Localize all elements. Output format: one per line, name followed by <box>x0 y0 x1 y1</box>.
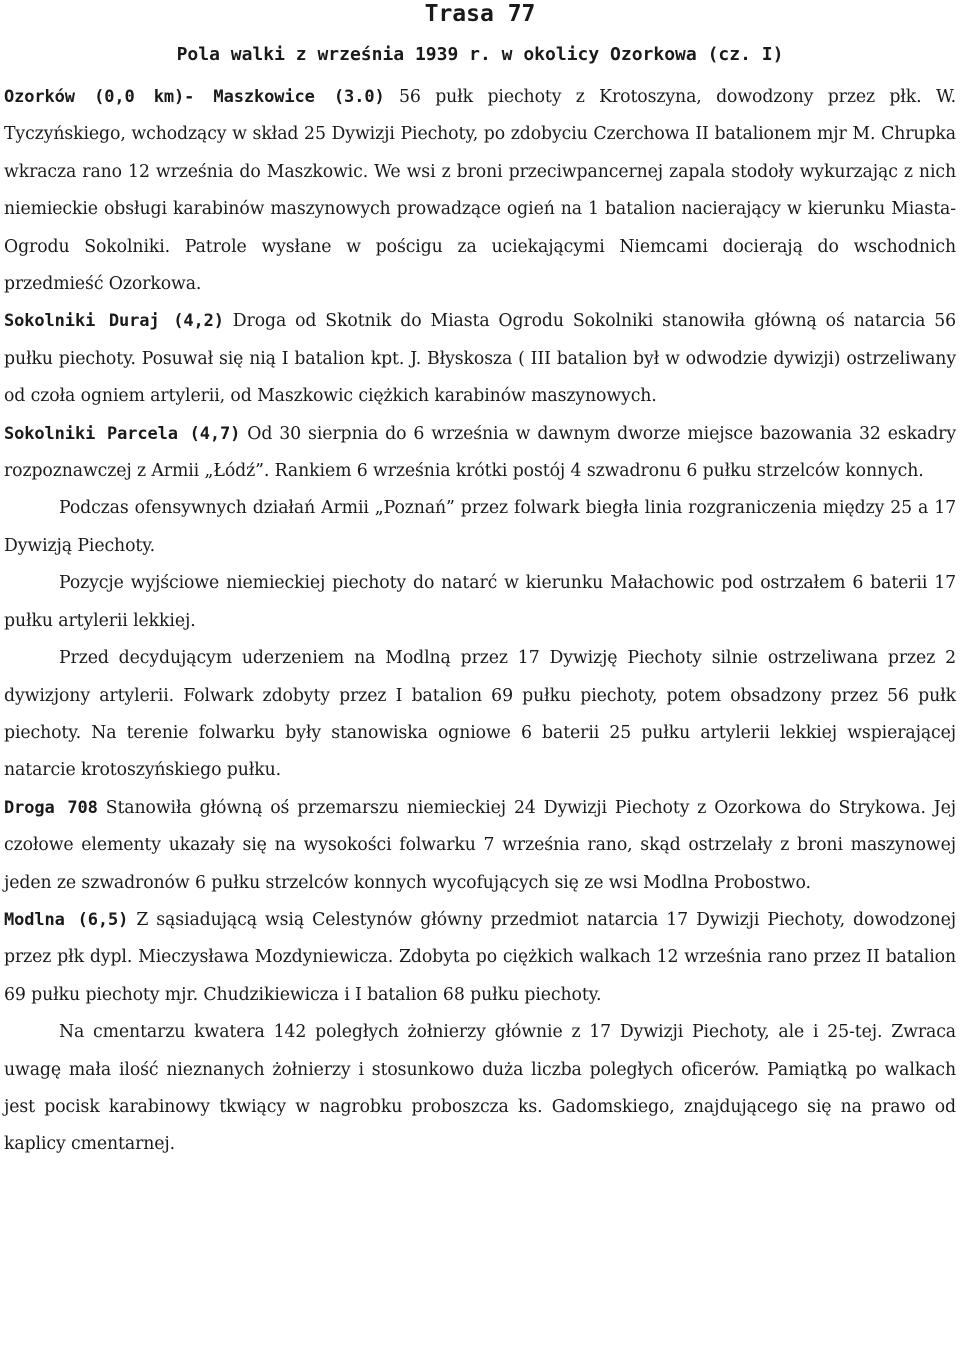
paragraph-cemetery <box>4 1014 956 1164</box>
paragraph-text: Podczas ofensywnych działań Armii „Poznań” przez folwark biegła linia rozgraniczenia między 25 a 17 Dywizją Piechoty. <box>4 498 956 556</box>
paragraph-text: Od 30 sierpnia do 6 września w dawnym dworze miejsce bazowania 32 eskadry rozpoznawczej z Armii „Łódź”. Rankiem 6 września krótki postój 4 szwadronu 6 pułku strzelców konnych. <box>4 423 956 482</box>
paragraph-ozorkow-maszkowice <box>4 79 956 303</box>
paragraph-lead: Sokolniki Parcela (4,7) <box>4 423 241 444</box>
document-subtitle: Pola walki z września 1939 r. w okolicy Ozorkowa (cz. I) <box>176 44 784 65</box>
paragraph-text: Z sąsiadującą wsią Celestynów główny przedmiot natarcia 17 Dywizji Piechoty, dowodzonej przez płk dypl. Mieczysława Mozdyniewicza. Zdobyta po ciężkich walkach 12 września rano przez II batalion 69 pułku piechoty mjr. Chudzikiewicza i I batalion 68 pułku piechoty. <box>4 909 956 1005</box>
paragraph-decisive-strike <box>4 640 956 790</box>
paragraph-sokolniki-duraj <box>4 303 956 415</box>
paragraph-lead: Ozorków (0,0 km)- Maszkowice (3.0) <box>4 87 385 107</box>
document-title: Trasa 77 <box>424 1 536 27</box>
paragraph-lead: Modlna (6,5) <box>4 909 129 930</box>
paragraph-poznan-army <box>4 490 956 565</box>
paragraph-text: Przed decydującym uderzeniem na Modlną przez 17 Dywizję Piechoty silnie ostrzeliwana przez 2 dywizjony artylerii. Folwark zdobyty przez I batalion 69 pułku piechoty, potem obsadzony przez 56 pułk piechoty. Na terenie folwarku były stanowiska ogniowe 6 baterii 25 pułku artylerii lekkiej wspierającej natarcie krotoszyńskiego pułku. <box>4 648 956 781</box>
paragraph-sokolniki-parcela <box>4 416 956 491</box>
paragraph-modlna <box>4 902 956 1014</box>
paragraph-droga-708 <box>4 790 956 902</box>
paragraph-text: 56 pułk piechoty z Krotoszyna, dowodzony przez płk. W. Tyczyńskiego, wchodzący w skład 25 Dywizji Piechoty, po zdobyciu Czerchowa II batalionem mjr M. Chrupka wkracza rano 12 września do Maszkowic. We wsi z broni przeciwpancernej zapala stodoły wykurzając z nich niemieckie obsługi karabinów maszynowych prowadzące ogień na 1 batalion nacierający w kierunku Miasta- Ogrodu Sokolniki. Patrole wysłane w pościgu za uciekającymi Niemcami docierają do wschodnich przedmieść Ozorkowa. <box>4 87 957 295</box>
paragraph-text: Droga od Skotnik do Miasta Ogrodu Sokolniki stanowiła główną oś natarcia 56 pułku piechoty. Posuwał się nią I batalion kpt. J. Błyskosza ( III batalion był w odwodzie dywizji) ostrzeliwany od czoła ogniem artylerii, od Maszkowic ciężkich karabinów maszynowych. <box>4 311 956 407</box>
document-page <box>4 0 956 1164</box>
paragraph-lead: Sokolniki Duraj (4,2) <box>4 311 224 332</box>
paragraph-text: Pozycje wyjściowe niemieckiej piechoty do natarć w kierunku Małachowic pod ostrzałem 6 baterii 17 pułku artylerii lekkiej. <box>4 573 956 631</box>
paragraph-lead: Droga 708 <box>4 797 98 818</box>
paragraph-text: Na cmentarzu kwatera 142 poległych żołnierzy głównie z 17 Dywizji Piechoty, ale i 25-tej. Zwraca uwagę mała ilość nieznanych żołnierzy i stosunkowo duża liczba poległych oficerów. Pamiątką po walkach jest pocisk karabinowy tkwiący w nagrobku proboszcza ks. Gadomskiego, znajdującego się na prawo od kaplicy cmentarnej. <box>4 1022 956 1155</box>
paragraph-german-positions <box>4 565 956 640</box>
paragraph-text: Stanowiła główną oś przemarszu niemieckiej 24 Dywizji Piechoty z Ozorkowa do Strykowa. Jej czołowe elementy ukazały się na wysokości folwarku 7 września rano, skąd ostrzelały z broni maszynowej jeden ze szwadronów 6 pułku strzelców konnych wycofujących się ze wsi Modlna Probostwo. <box>4 797 957 893</box>
